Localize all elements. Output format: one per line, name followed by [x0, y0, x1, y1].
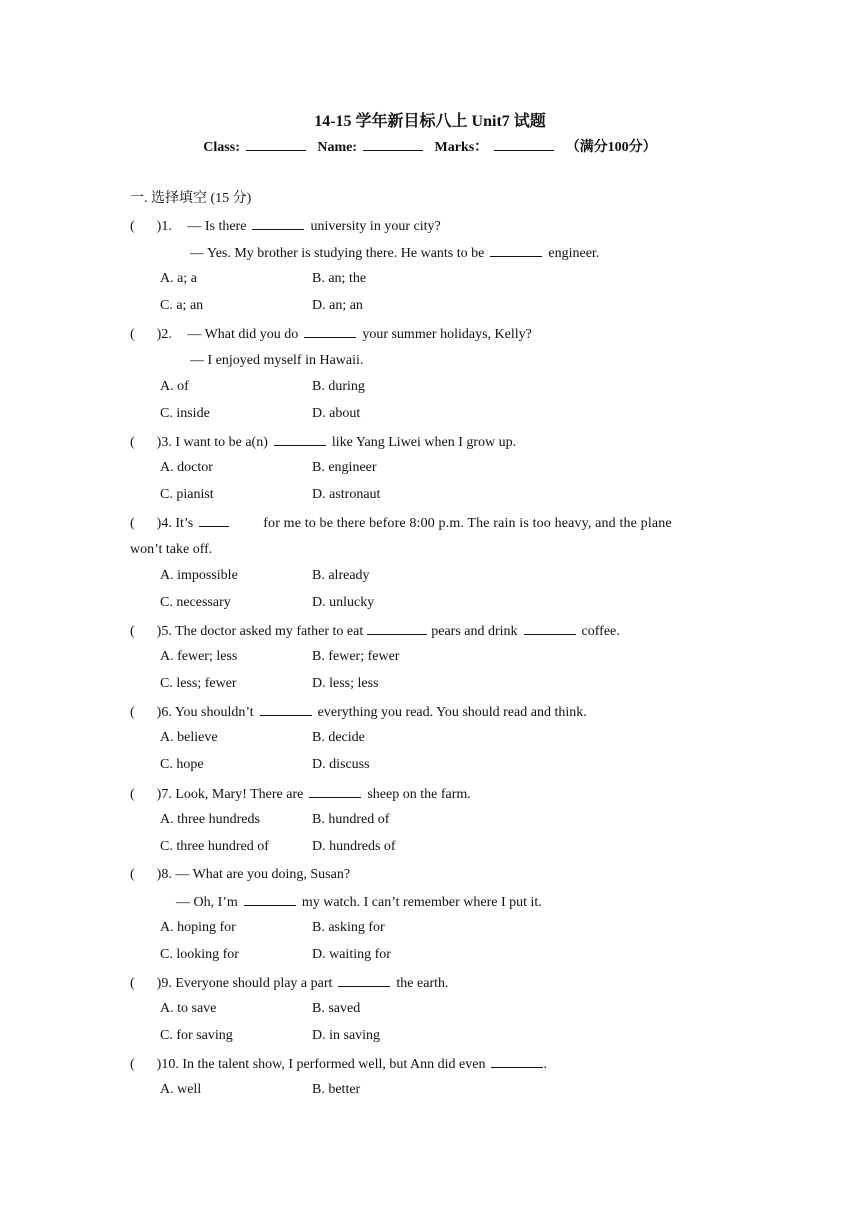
blank-3[interactable] — [274, 433, 326, 446]
blank-10[interactable] — [491, 1055, 543, 1068]
option-9b[interactable]: B. saved — [312, 1001, 361, 1016]
question-10: ( )10. In the talent show, I performed well, but Ann did even . — [130, 1057, 547, 1072]
question-4: ( )4. It’s for me to be there before 8:00 p.m. The rain is too heavy, and the plane — [130, 516, 672, 531]
option-8d[interactable]: D. waiting for — [312, 947, 391, 962]
blank-1a[interactable] — [252, 217, 304, 230]
blank-4[interactable] — [199, 514, 229, 527]
option-3c[interactable]: C. pianist — [160, 487, 214, 502]
marks-blank[interactable] — [494, 138, 554, 151]
blank-5a[interactable] — [367, 622, 427, 635]
class-blank[interactable] — [246, 138, 306, 151]
blank-8[interactable] — [244, 893, 296, 906]
option-1b[interactable]: B. an; the — [312, 271, 367, 286]
question-8: ( )8. — What are you doing, Susan? — [130, 867, 351, 882]
option-9d[interactable]: D. in saving — [312, 1028, 381, 1043]
option-4b[interactable]: B. already — [312, 568, 370, 583]
option-5b[interactable]: B. fewer; fewer — [312, 649, 400, 664]
option-8c[interactable]: C. looking for — [160, 947, 239, 962]
question-2: ( )2. — What did you do your summer holidays, Kelly? — [130, 327, 532, 342]
class-label: Class: — [203, 140, 240, 155]
name-label: Name: — [317, 140, 358, 155]
question-3: ( )3. I want to be a(n) like Yang Liwei when I grow up. — [130, 435, 517, 450]
option-10a[interactable]: A. well — [160, 1082, 202, 1097]
option-6c[interactable]: C. hope — [160, 757, 204, 772]
option-5d[interactable]: D. less; less — [312, 676, 379, 691]
blank-9[interactable] — [338, 974, 390, 987]
blank-1b[interactable] — [490, 244, 542, 257]
option-3b[interactable]: B. engineer — [312, 460, 377, 475]
option-2a[interactable]: A. of — [160, 379, 189, 394]
option-9a[interactable]: A. to save — [160, 1001, 217, 1016]
question-1-line2: — Yes. My brother is studying there. He wants to be engineer. — [190, 246, 600, 261]
question-6: ( )6. You shouldn’t everything you read. You should read and think. — [130, 705, 587, 720]
option-5a[interactable]: A. fewer; less — [160, 649, 238, 664]
option-7a[interactable]: A. three hundreds — [160, 812, 260, 827]
question-7: ( )7. Look, Mary! There are sheep on the farm. — [130, 787, 471, 802]
option-4d[interactable]: D. unlucky — [312, 595, 375, 610]
option-1a[interactable]: A. a; a — [160, 271, 197, 286]
blank-6[interactable] — [260, 703, 312, 716]
option-6a[interactable]: A. believe — [160, 730, 218, 745]
blank-5b[interactable] — [524, 622, 576, 635]
option-7c[interactable]: C. three hundred of — [160, 839, 269, 854]
option-8b[interactable]: B. asking for — [312, 920, 385, 935]
full-marks: （满分100分） — [565, 140, 657, 155]
option-1d[interactable]: D. an; an — [312, 298, 363, 313]
question-1: ( )1. — Is there university in your city? — [130, 219, 441, 234]
marks-label: Marks： — [434, 140, 489, 155]
option-3a[interactable]: A. doctor — [160, 460, 213, 475]
question-8-line2: — Oh, I’m my watch. I can’t remember where I put it. — [176, 895, 542, 910]
option-2d[interactable]: D. about — [312, 406, 361, 421]
option-5c[interactable]: C. less; fewer — [160, 676, 237, 691]
option-3d[interactable]: D. astronaut — [312, 487, 381, 502]
option-4c[interactable]: C. necessary — [160, 595, 231, 610]
option-9c[interactable]: C. for saving — [160, 1028, 233, 1043]
option-8a[interactable]: A. hoping for — [160, 920, 236, 935]
option-7b[interactable]: B. hundred of — [312, 812, 390, 827]
option-2b[interactable]: B. during — [312, 379, 365, 394]
name-blank[interactable] — [363, 138, 423, 151]
page-title: 14-15 学年新目标八上 Unit7 试题 — [314, 113, 546, 130]
section-heading: 一. 选择填空 (15 分) — [130, 191, 252, 206]
option-7d[interactable]: D. hundreds of — [312, 839, 396, 854]
question-2-line2: — I enjoyed myself in Hawaii. — [190, 353, 364, 368]
option-6b[interactable]: B. decide — [312, 730, 365, 745]
option-10b[interactable]: B. better — [312, 1082, 361, 1097]
student-info-header — [0, 136, 860, 156]
blank-2[interactable] — [304, 325, 356, 338]
option-1c[interactable]: C. a; an — [160, 298, 204, 313]
option-2c[interactable]: C. inside — [160, 406, 210, 421]
question-4-line2: won’t take off. — [130, 542, 213, 557]
option-4a[interactable]: A. impossible — [160, 568, 238, 583]
option-6d[interactable]: D. discuss — [312, 757, 370, 772]
question-5: ( )5. The doctor asked my father to eat pears and drink coffee. — [130, 624, 620, 639]
question-9: ( )9. Everyone should play a part the earth. — [130, 976, 449, 991]
blank-7[interactable] — [309, 785, 361, 798]
